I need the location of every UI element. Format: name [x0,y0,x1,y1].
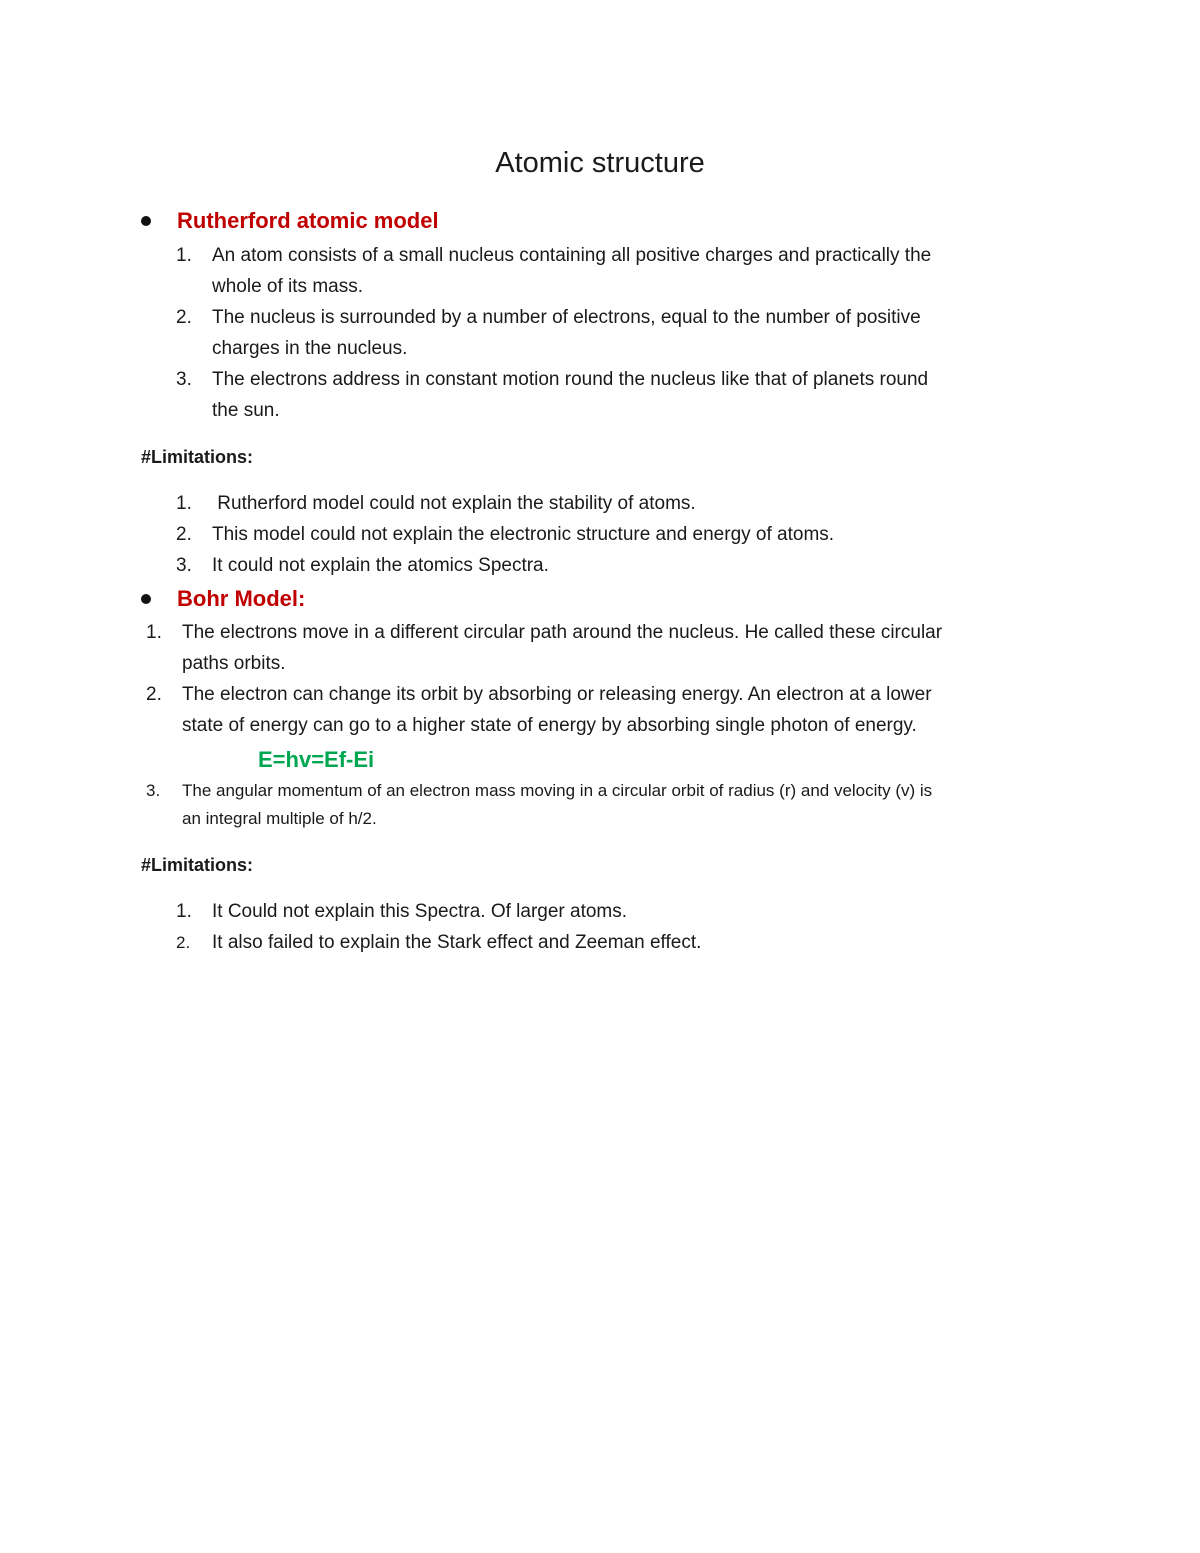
list-text-line: charges in the nucleus. [212,338,408,359]
list-item [176,364,1076,426]
list-number: 3. [176,369,192,390]
list-number: 1. [146,622,162,643]
list-item [176,927,1076,958]
list-item [176,488,1076,519]
list-item [176,240,1076,302]
list-text-line: whole of its mass. [212,276,363,297]
section-heading-text: Bohr Model: [177,586,306,611]
limitations-heading: #Limitations: [141,855,254,875]
section-heading-text: Rutherford atomic model [177,208,439,233]
list-number: 1. [176,901,192,922]
list-number: 1. [176,493,192,514]
list-number: 1. [176,245,192,266]
list-text-line: state of energy can go to a higher state of energy by absorbing single photon of energy. [182,715,917,736]
list-number: 3. [146,781,161,800]
list-text-line: It could not explain the atomics Spectra. [212,555,549,576]
list-text-line: The angular momentum of an electron mass moving in a circular orbit of radius (r) and velocity (v) is [182,781,933,800]
list-number: 3. [176,555,192,576]
list-text-line: paths orbits. [182,653,286,674]
section-heading-rutherford [141,205,439,237]
list-text-line: Rutherford model could not explain the stability of atoms. [212,493,696,514]
list-item [176,550,1076,581]
list-text-line: The nucleus is surrounded by a number of electrons, equal to the number of positive [212,307,921,328]
list-text-line: The electrons address in constant motion round the nucleus like that of planets round [212,369,929,390]
list-number: 2. [146,684,162,705]
list-text-line: This model could not explain the electronic structure and energy of atoms. [212,524,835,545]
list-item [176,896,1076,927]
bullet-icon [141,216,151,226]
limitations-heading: #Limitations: [141,447,254,467]
list-text-line: the sun. [212,400,280,421]
list-number: 2. [176,524,192,545]
list-number: 2. [176,933,191,952]
list-text-line: It also failed to explain the Stark effect and Zeeman effect. [212,932,702,953]
page-title: Atomic structure [495,147,705,179]
list-text-line: The electrons move in a different circular path around the nucleus. He called these circular [182,622,943,643]
list-item [146,679,1086,741]
section-heading-bohr [141,583,305,615]
list-item [146,617,1086,679]
list-item [176,519,1076,550]
list-item [146,777,1086,833]
list-number: 2. [176,307,192,328]
energy-formula: E=hv=Ef-Ei [258,747,375,772]
list-text-line: An atom consists of a small nucleus containing all positive charges and practically the [212,245,932,266]
list-text-line: an integral multiple of h/2. [182,809,377,828]
list-text-line: The electron can change its orbit by absorbing or releasing energy. An electron at a lower [182,684,932,705]
list-item [176,302,1076,364]
list-text-line: It Could not explain this Spectra. Of larger atoms. [212,901,628,922]
bullet-icon [141,594,151,604]
